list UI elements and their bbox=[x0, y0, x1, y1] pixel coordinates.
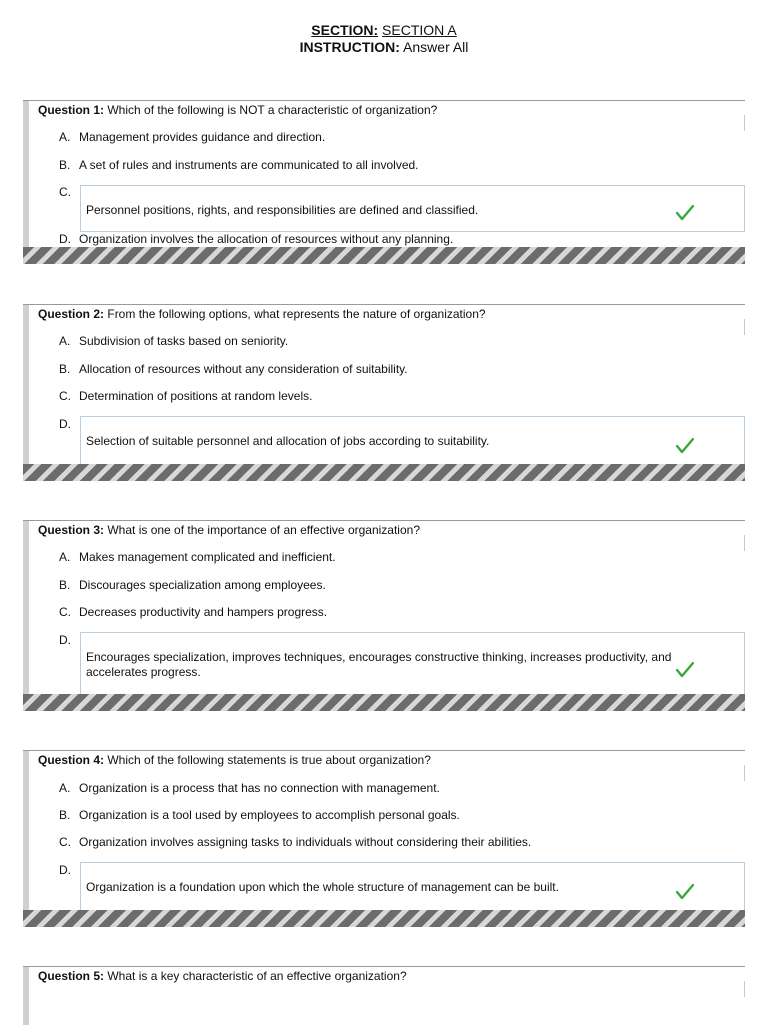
question-card-4 bbox=[23, 750, 745, 910]
question-text: From the following options, what represents the nature of organization? bbox=[107, 307, 486, 321]
question-stem bbox=[38, 969, 407, 983]
option-c-letter: C. bbox=[59, 185, 71, 199]
option-d-letter: D. bbox=[59, 417, 71, 431]
question-card-2 bbox=[23, 304, 745, 464]
option-d-letter: D. bbox=[59, 863, 71, 877]
instruction-line bbox=[0, 39, 768, 56]
question-stem bbox=[38, 753, 431, 767]
selected-answer-text: Organization is a foundation upon which the whole structure of management can be built. bbox=[86, 880, 559, 894]
question-label: Question 2: bbox=[38, 307, 105, 321]
divider-stripe bbox=[23, 247, 745, 264]
question-label: Question 5: bbox=[38, 969, 105, 983]
question-card-1 bbox=[23, 100, 745, 247]
selected-answer-box[interactable] bbox=[80, 862, 745, 911]
option-a[interactable]: A. Management provides guidance and direction. bbox=[59, 130, 326, 144]
green-check-icon bbox=[676, 884, 694, 900]
question-text: What is one of the importance of an effective organization? bbox=[107, 523, 420, 537]
question-text: Which of the following statements is true about organization? bbox=[107, 753, 431, 767]
option-b[interactable]: B. Allocation of resources without any consideration of suitability. bbox=[59, 362, 408, 376]
section-value: SECTION A bbox=[382, 22, 457, 38]
divider-stripe bbox=[23, 910, 745, 927]
instruction-value: Answer All bbox=[403, 39, 469, 55]
green-check-icon bbox=[676, 205, 694, 221]
selected-answer-text: Personnel positions, rights, and responsibilities are defined and classified. bbox=[86, 203, 479, 217]
question-card-5 bbox=[23, 966, 745, 1025]
selected-answer-box[interactable] bbox=[80, 632, 745, 695]
selected-answer-box[interactable] bbox=[80, 185, 745, 232]
option-d-letter: D. bbox=[59, 633, 71, 647]
option-b[interactable]: B. Organization is a tool used by employees to accomplish personal goals. bbox=[59, 808, 460, 822]
green-check-icon bbox=[676, 438, 694, 454]
option-a[interactable]: A. Makes management complicated and inefficient. bbox=[59, 550, 336, 564]
selected-answer-box[interactable] bbox=[80, 416, 745, 465]
question-label: Question 4: bbox=[38, 753, 105, 767]
option-c[interactable]: C. Determination of positions at random levels. bbox=[59, 389, 313, 403]
question-label: Question 1: bbox=[38, 103, 105, 117]
option-b[interactable]: B. A set of rules and instruments are communicated to all involved. bbox=[59, 158, 419, 172]
option-d[interactable]: D. Organization involves the allocation of resources without any planning. bbox=[59, 232, 454, 246]
divider-stripe bbox=[23, 464, 745, 481]
question-card-3 bbox=[23, 520, 745, 694]
divider-stripe bbox=[23, 694, 745, 711]
question-stem bbox=[38, 523, 420, 537]
option-c[interactable]: C. Organization involves assigning tasks to individuals without considering their abilities. bbox=[59, 835, 532, 849]
question-stem bbox=[38, 103, 437, 117]
green-check-icon bbox=[676, 662, 694, 678]
question-stem bbox=[38, 307, 486, 321]
option-a[interactable]: A. Organization is a process that has no connection with management. bbox=[59, 781, 440, 795]
question-label: Question 3: bbox=[38, 523, 105, 537]
instruction-label: INSTRUCTION: bbox=[299, 39, 400, 55]
option-b[interactable]: B. Discourages specialization among employees. bbox=[59, 578, 326, 592]
page-header bbox=[0, 22, 768, 56]
selected-answer-text: Encourages specialization, improves techniques, encourages constructive thinking, increases productivity, and accelerates progress. bbox=[86, 650, 672, 679]
option-a[interactable]: A. Subdivision of tasks based on seniority. bbox=[59, 334, 289, 348]
option-c[interactable]: C. Decreases productivity and hampers progress. bbox=[59, 605, 328, 619]
selected-answer-text: Selection of suitable personnel and allocation of jobs according to suitability. bbox=[86, 434, 490, 448]
section-line bbox=[0, 22, 768, 39]
section-label: SECTION: bbox=[311, 22, 379, 38]
question-text: What is a key characteristic of an effective organization? bbox=[107, 969, 407, 983]
question-text: Which of the following is NOT a characteristic of organization? bbox=[107, 103, 438, 117]
